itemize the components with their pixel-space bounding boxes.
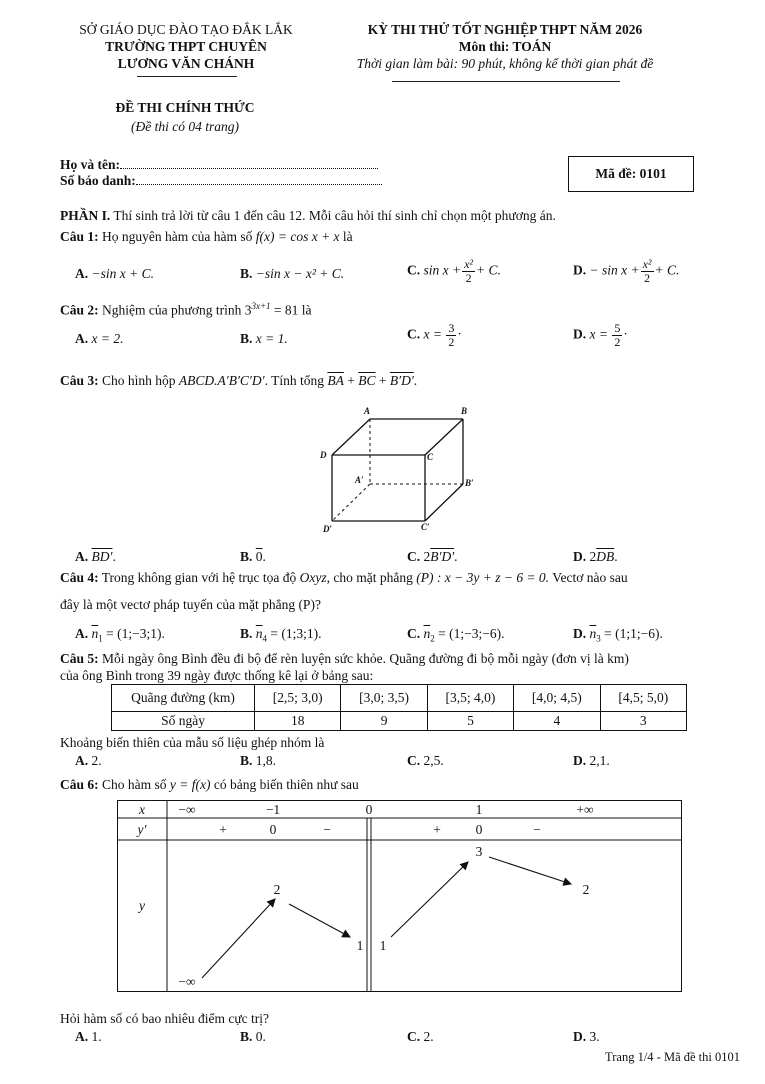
q5-question: Khoảng biến thiên của mẫu số liệu ghép nhóm là: [60, 735, 325, 750]
header-left-rule: [137, 76, 237, 77]
q1-option-c[interactable]: C. sin x + $\frac{\text{x²}}{2}$ + C.: [407, 257, 501, 285]
q3-option-c[interactable]: C. 2B′D′.: [407, 549, 458, 564]
official-label: ĐỀ THI CHÍNH THỨC: [115, 100, 255, 115]
bbt-sign: +: [433, 822, 441, 837]
q6-stem: Câu 6: Cho hàm số y = f(x) có bảng biến thiên như sau: [60, 777, 359, 792]
q5-option-a[interactable]: A. 2.: [75, 753, 102, 768]
q5-option-c[interactable]: C. 2,5.: [407, 753, 444, 768]
q4-stem: Câu 4: Trong không gian với hệ trục tọa độ Oxyz, cho mặt phẳng (P) : x − 3y + z − 6 = 0. Vectơ nào sau: [60, 570, 628, 585]
q5-data-table: [111, 684, 687, 731]
exam-code-box: Mã đề: 0101: [568, 156, 694, 192]
q4-stem-line2: đây là một vectơ pháp tuyến của mặt phẳng (P)?: [60, 597, 321, 612]
q1-option-d[interactable]: D. − sin x + $\frac{\text{x²}}{2}$ + C.: [573, 257, 680, 285]
bbt-y-val: −∞: [178, 974, 196, 989]
dept-name: SỞ GIÁO DỤC ĐÀO TẠO ĐẮK LẮK: [79, 22, 293, 37]
q2-option-d[interactable]: D. x = $\frac{5}{2}$ ·: [573, 321, 628, 349]
q5-th: [4,5; 5,0): [600, 685, 686, 712]
bbt-sign: −: [323, 822, 331, 837]
q3-option-d[interactable]: D. $2\overline{DB}$.: [573, 549, 618, 564]
header-right-rule: [392, 81, 620, 82]
bbt-y-val: 1: [356, 938, 364, 953]
q5-th: [3,0; 3,5): [341, 685, 427, 712]
name-label: Họ và tên:: [60, 157, 378, 173]
bbt-y-val: 3: [475, 844, 483, 859]
bbt-y-label: y: [139, 898, 145, 913]
q2-stem: Câu 2: Nghiệm của phương trình $3^{3x+1} = 81$ là: [60, 301, 312, 318]
page-footer: Trang 1/4 - Mã đề thi 0101: [605, 1050, 740, 1064]
part1-intro: PHẦN I. Thí sinh trả lời từ câu 1 đến câu 12. Mỗi câu hỏi thí sinh chỉ chọn một phương án.: [60, 208, 556, 223]
bbt-sign: 0: [269, 822, 277, 837]
vertex-a: A: [364, 406, 371, 416]
q5-td: 18: [255, 712, 341, 731]
bbt-y-val: 2: [582, 882, 590, 897]
bbt-sign: 0: [475, 822, 483, 837]
bbt-x-val: +∞: [576, 802, 594, 817]
school-name-2: LƯƠNG VĂN CHÁNH: [117, 56, 255, 71]
q2-option-c[interactable]: C. x = $\frac{3}{2}$ ·: [407, 321, 462, 349]
vertex-d: D: [320, 450, 327, 460]
vertex-b1: B′: [465, 478, 474, 488]
q5-stem: Câu 5: Mỗi ngày ông Bình đều đi bộ để rèn luyện sức khỏe. Quãng đường đi bộ mỗi ngày (đơn vị là km): [60, 651, 629, 666]
q6-option-c[interactable]: C. 2.: [407, 1029, 434, 1044]
q4-option-b[interactable]: B. $\overline{n}_4$ = (1;3;1).: [240, 626, 322, 644]
q5-th: [4,0; 4,5): [514, 685, 600, 712]
vertex-b: B: [461, 406, 468, 416]
q3-option-a[interactable]: A. BD′.: [75, 549, 116, 564]
q1-option-a[interactable]: A. −sin x + C.: [75, 266, 154, 281]
school-name-1: TRƯỜNG THPT CHUYÊN: [105, 39, 267, 54]
q5-td: Số ngày: [112, 712, 255, 731]
bbt-sign: +: [219, 822, 227, 837]
bbt-y-val: 1: [379, 938, 387, 953]
q3-stem: Câu 3: Cho hình hộp ABCD.A′B′C′D′. Tính tổng $\overline{BA} + \overline{BC} + B'D'$.: [60, 373, 418, 388]
vertex-c1: C′: [421, 522, 430, 532]
q5-td: 3: [600, 712, 686, 731]
exam-title: KỲ THI THỬ TỐT NGHIỆP THPT NĂM 2026: [367, 22, 643, 37]
q3-option-b[interactable]: B. 0.: [240, 549, 266, 564]
q1-stem: Câu 1: Họ nguyên hàm của hàm số f(x) = cos x + x là: [60, 229, 353, 244]
id-dots: [136, 174, 382, 185]
q5-option-d[interactable]: D. 2,1.: [573, 753, 610, 768]
vertex-a1: A′: [355, 475, 364, 485]
q6-option-b[interactable]: B. 0.: [240, 1029, 266, 1044]
q5-th: [2,5; 3,0): [255, 685, 341, 712]
q6-option-d[interactable]: D. 3.: [573, 1029, 600, 1044]
bbt-x-val: −1: [265, 802, 281, 817]
q5-td: 9: [341, 712, 427, 731]
bbt-sign: −: [533, 822, 541, 837]
name-dots: [120, 158, 378, 169]
bbt-x-val: −∞: [178, 802, 196, 817]
q4-option-c[interactable]: C. $\overline{n}_2$ = (1;−3;−6).: [407, 626, 505, 644]
vertex-d1: D′: [323, 524, 333, 534]
bbt-y-val: 2: [273, 882, 281, 897]
q6-question: Hỏi hàm số có bao nhiêu điểm cực trị?: [60, 1011, 270, 1026]
q5-option-b[interactable]: B. 1,8.: [240, 753, 277, 768]
q1-d-fraction: $\frac{\text{x²}}{2}$: [642, 257, 652, 285]
q6-option-a[interactable]: A. 1.: [75, 1029, 102, 1044]
vertex-c: C: [427, 452, 434, 462]
header-left: [55, 21, 317, 72]
header-right: [315, 21, 695, 72]
subject: Môn thi: TOÁN: [458, 39, 552, 54]
q1-option-b[interactable]: B. −sin x − x² + C.: [240, 266, 345, 281]
q5-th: [3,5; 4,0): [427, 685, 513, 712]
parallelepiped-figure: [315, 402, 485, 537]
q2-option-b[interactable]: B. x = 1.: [240, 331, 288, 346]
id-label: Số báo danh:: [60, 173, 382, 189]
bbt-yprime-label: y′: [137, 822, 147, 837]
variation-table: [117, 800, 682, 992]
q4-option-a[interactable]: A. $\overline{n}_1$ = (1;−3;1).: [75, 626, 165, 644]
page-count: (Đề thi có 04 trang): [131, 119, 239, 134]
q4-option-d[interactable]: D. $\overline{n}_3$ = (1;1;−6).: [573, 626, 663, 644]
q5-th: Quãng đường (km): [112, 685, 255, 712]
q2-option-a[interactable]: A. x = 2.: [75, 331, 124, 346]
q1-c-fraction: $\frac{\text{x²}}{2}$: [464, 257, 474, 285]
q5-td: 5: [427, 712, 513, 731]
q5-td: 4: [514, 712, 600, 731]
bbt-x-label: x: [139, 802, 145, 817]
exam-time: Thời gian làm bài: 90 phút, không kể thời gian phát đề: [356, 56, 654, 71]
q5-stem-line2: của ông Bình trong 39 ngày được thống kê lại ở bảng sau:: [60, 668, 374, 683]
bbt-x-val: 1: [475, 802, 483, 817]
bbt-x-val: 0: [365, 802, 373, 817]
